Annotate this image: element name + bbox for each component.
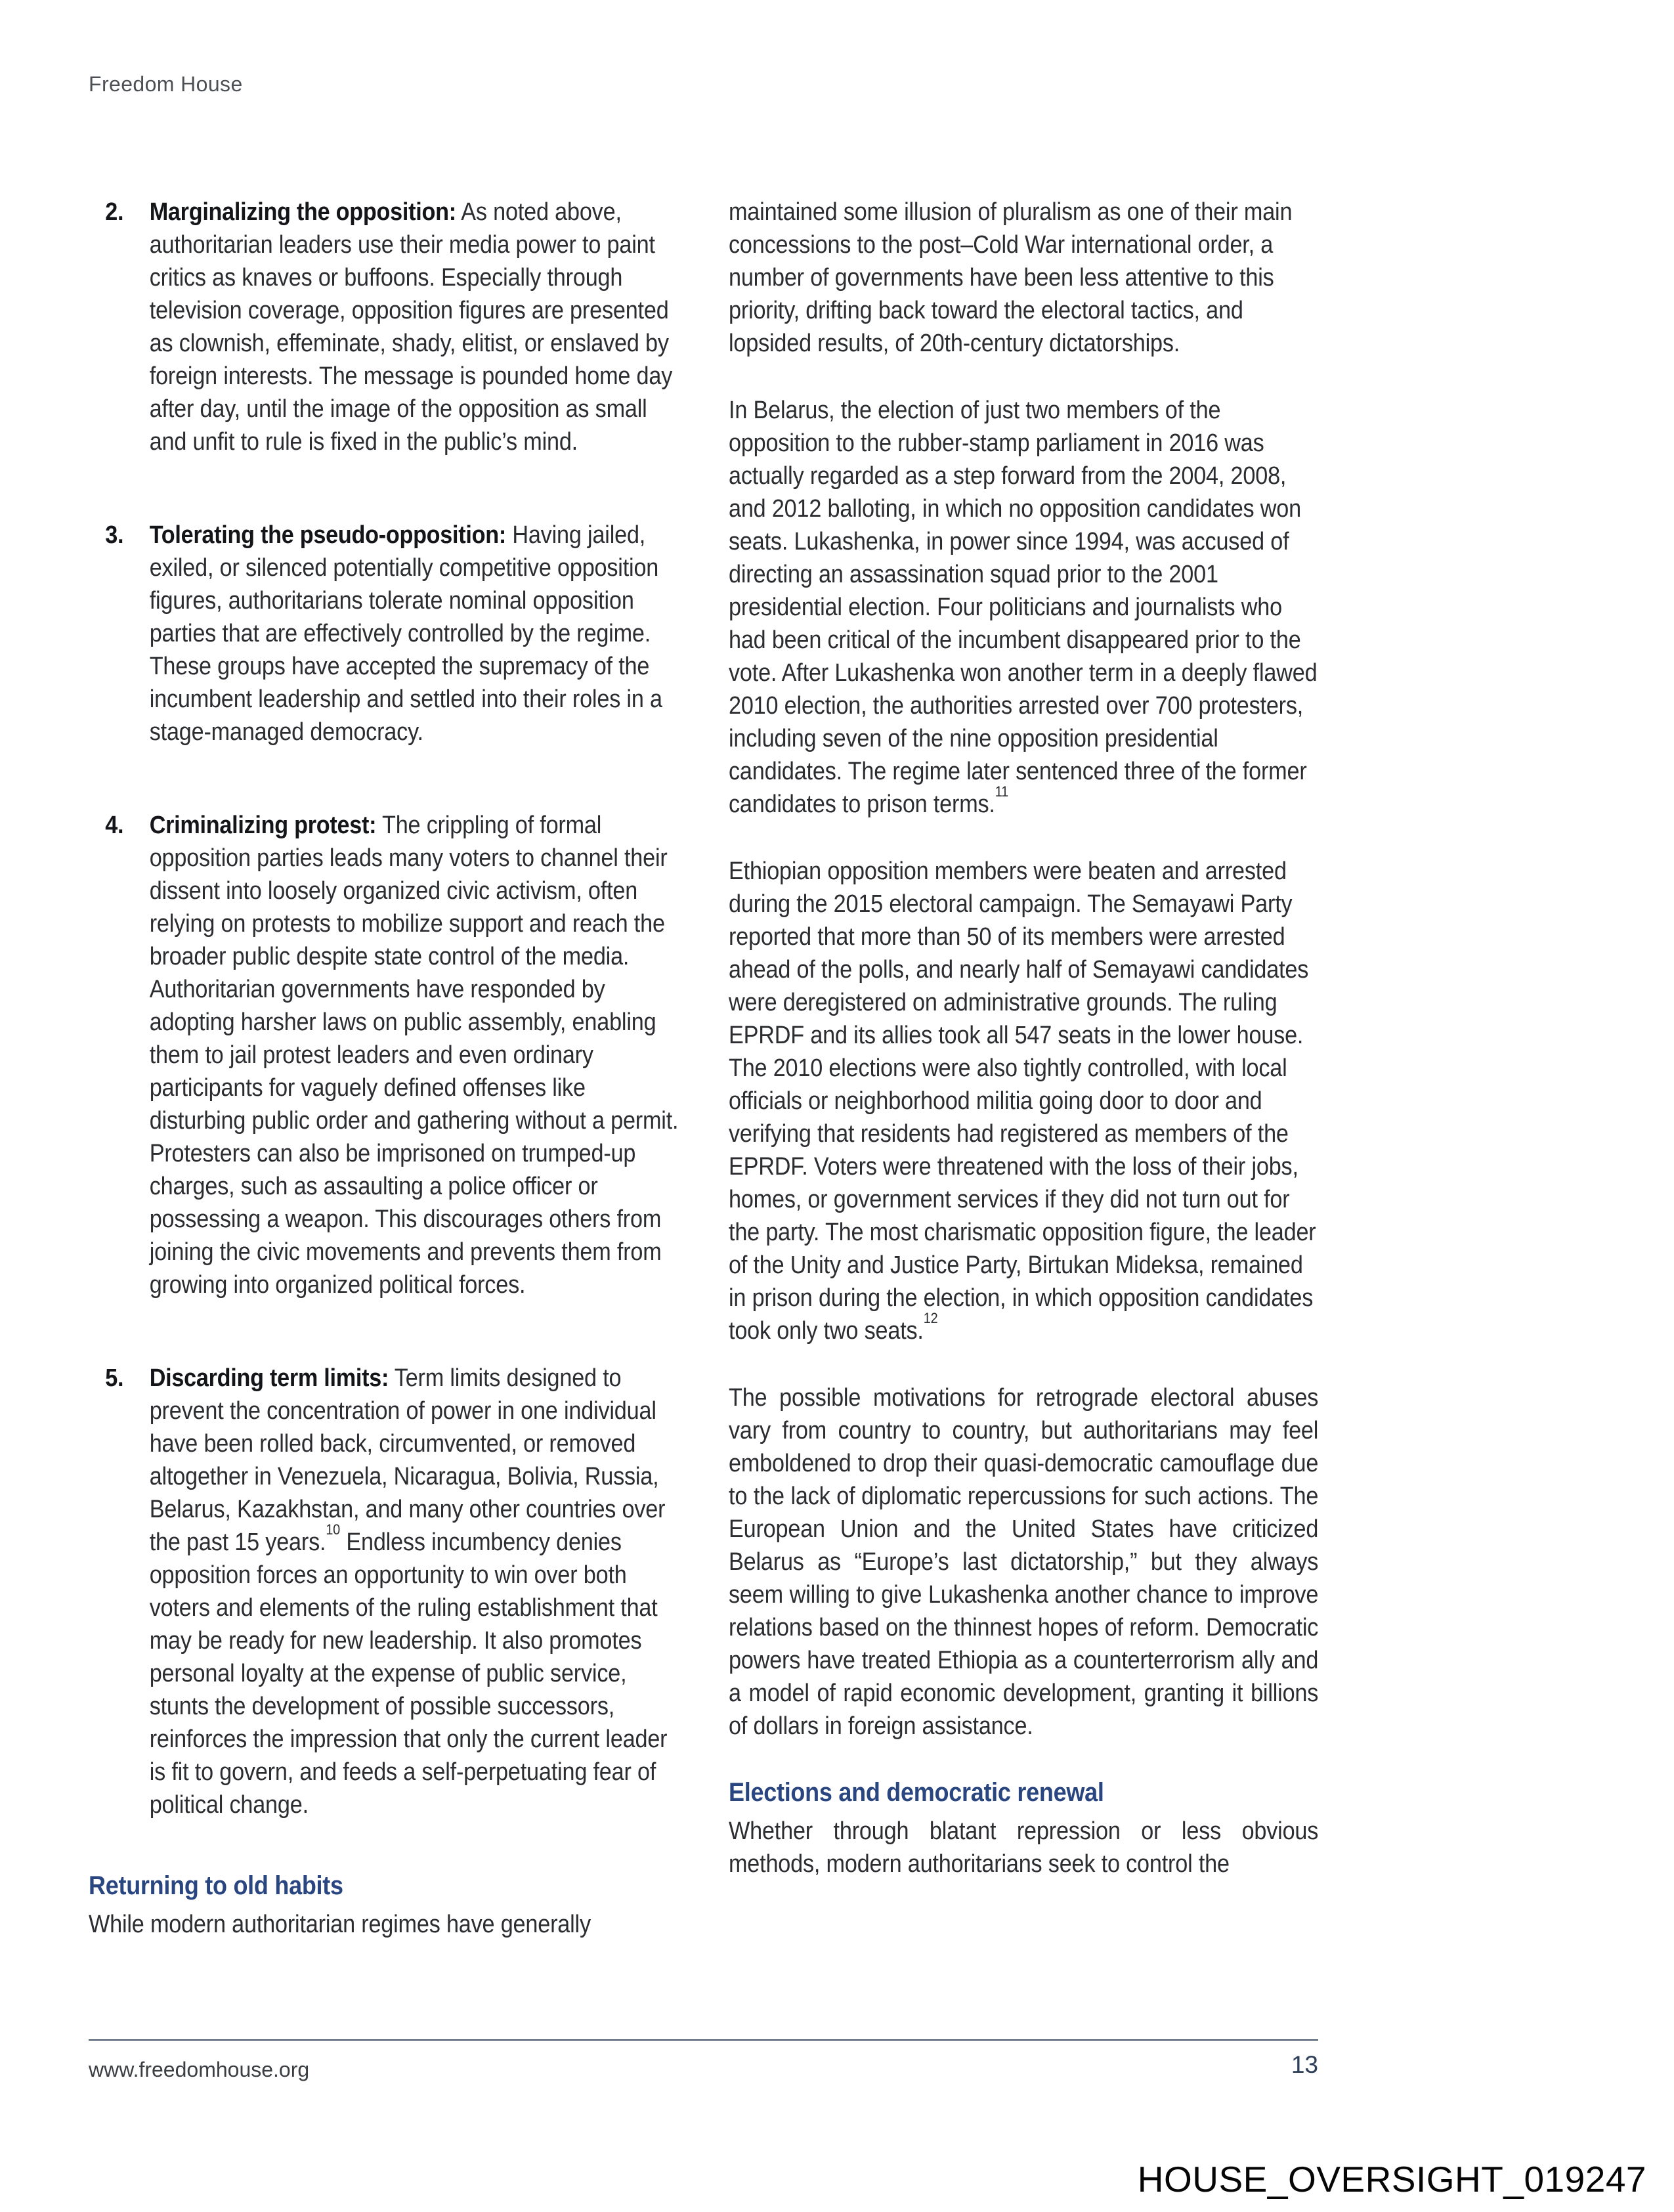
list-item-3 [89, 519, 679, 748]
section-body: Whether through blatant repression or less obvious methods, modern authoritarians seek to control the [729, 1817, 1319, 1878]
list-item-body: Having jailed, exiled, or silenced potentially competitive opposition figures, authoritarians tolerate nominal opposition parties that are effectively controlled by the regime. These groups have accepted the supremacy of the incumbent leadership and settled into their roles in a stage-managed democracy. [149, 521, 662, 746]
footnote-marker: 12 [923, 1310, 938, 1327]
section-body: While modern authoritarian regimes have generally [89, 1911, 591, 1938]
list-item-text [150, 519, 679, 748]
footnote-marker: 11 [995, 783, 1008, 800]
paragraph-text: The possible motivations for retrograde electoral abuses vary from country to country, but authoritarians may feel emboldened to drop their quasi-democratic camouflage due to the lack of diplomatic repercussions for such actions. The European Union and the United States have criticized Belarus as “Europe’s last dictatorship,” but they always seem willing to give Lukashenka another chance to improve relations based on the thinnest hopes of reform. Democratic powers have treated Ethiopia as a counterterrorism ally and a model of rapid economic development, granting it billions of dollars in foreign assistance. [729, 1384, 1319, 1740]
list-item-body: The crippling of formal opposition parties leads many voters to channel their dissent into loosely organized civic activism, often relying on protests to mobilize support and reach the broader public despite state control of the media. Authoritarian governments have responded by adopting harsher laws on public assembly, enabling them to jail protest leaders and even ordinary participants for vaguely defined offenses like disturbing public order and gathering without a permit. Protesters can also be imprisoned on trumped-up charges, such as assaulting a police officer or possessing a weapon. This discourages others from joining the civic movements and prevents them from growing into organized political forces. [149, 812, 679, 1299]
footnote-marker: 10 [326, 1521, 341, 1538]
list-item-lead: Discarding term limits: [149, 1364, 389, 1392]
list-item-text [150, 809, 679, 1301]
list-item-2 [89, 196, 679, 458]
page-number: 13 [1291, 2051, 1318, 2078]
right-column [729, 196, 1318, 1880]
list-item-5 [89, 1362, 679, 1821]
paragraph [729, 855, 1318, 1347]
list-item-number: 4. [105, 812, 124, 839]
list-item-text [150, 196, 679, 458]
list-item-4 [89, 809, 679, 1301]
footer-url: www.freedomhouse.org [89, 2058, 310, 2081]
paragraph-text: Ethiopian opposition members were beaten and arrested during the 2015 electoral campaign. The Semayawi Party reported that more than 50 of its members were arrested ahead of the polls, and nearly half of Semayawi candidates were deregistered on administrative grounds. The ruling EPRDF and its allies took all 547 seats in the lower house. The 2010 elections were also tightly controlled, with local officials or neighborhood militia going door to door and verifying that residents had registered as members of the EPRDF. Voters were threatened with the loss of their jobs, homes, or government services if they did not turn out for the party. The most charismatic opposition figure, the leader of the Unity and Justice Party, Birtukan Mideksa, remained in prison during the election, in which opposition candidates took only two seats. [729, 857, 1316, 1345]
left-column [89, 196, 679, 1941]
list-item-body: Term limits designed to prevent the concentration of power in one individual have been rolled back, circumvented, or removed altogether in Venezuela, Nicaragua, Bolivia, Russia, Belarus, Kazakhstan, and many other countries over the past 15 years. [149, 1364, 666, 1556]
paragraph-text: maintained some illusion of pluralism as one of their main concessions to the post–Cold War international order, a number of governments have been less attentive to this priority, drifting back toward the electoral tactics, and lopsided results, of 20th-century dictatorships. [729, 198, 1293, 357]
paragraph [729, 394, 1318, 821]
list-item-body-continued: Endless incumbency denies opposition forces an opportunity to win over both voters and elements of the ruling establishment that may be ready for new leadership. It also promotes personal loyalty at the expense of public service, stunts the development of possible successors, reinforces the impression that only the current leader is fit to govern, and feeds a self-perpetuating fear of political change. [149, 1529, 668, 1819]
header-brand: Freedom House [89, 72, 243, 96]
list-item-lead: Marginalizing the opposition: [149, 198, 456, 226]
list-item-text [150, 1362, 679, 1821]
list-item-body: As noted above, authoritarian leaders use their media power to paint critics as knaves or buffoons. Especially through television coverage, opposition figures are presented as clownish, effeminate, shady, elitist, or enslaved by foreign interests. The message is pounded home day after day, until the image of the opposition as small and unfit to rule is fixed in the public’s mind. [149, 198, 673, 456]
paragraph-text: In Belarus, the election of just two members of the opposition to the rubber-stamp parliament in 2016 was actually regarded as a step forward from the 2004, 2008, and 2012 balloting, in which no opposition candidates won seats. Lukashenka, in power since 1994, was accused of directing an assassination squad prior to the 2001 presidential election. Four politicians and journalists who had been critical of the incumbent disappeared prior to the vote. After Lukashenka won another term in a deeply flawed 2010 election, the authorities arrested over 700 protesters, including seven of the nine opposition presidential candidates. The regime later sentenced three of the former candidates to prison terms. [729, 397, 1318, 818]
list-item-number: 5. [105, 1364, 124, 1392]
footer-rule [89, 2039, 1318, 2041]
bates-stamp: HOUSE_OVERSIGHT_019247 [1137, 2159, 1646, 2200]
section-heading-elections-and-democratic-renewal: Elections and democratic renewal [729, 1778, 1104, 1807]
list-item-lead: Criminalizing protest: [149, 812, 377, 839]
paragraph [729, 196, 1318, 360]
list-item-number: 3. [105, 521, 124, 549]
list-item-lead: Tolerating the pseudo-opposition: [149, 521, 507, 549]
section-heading-returning-to-old-habits: Returning to old habits [89, 1871, 343, 1900]
list-item-number: 2. [105, 198, 124, 226]
paragraph [729, 1381, 1318, 1743]
